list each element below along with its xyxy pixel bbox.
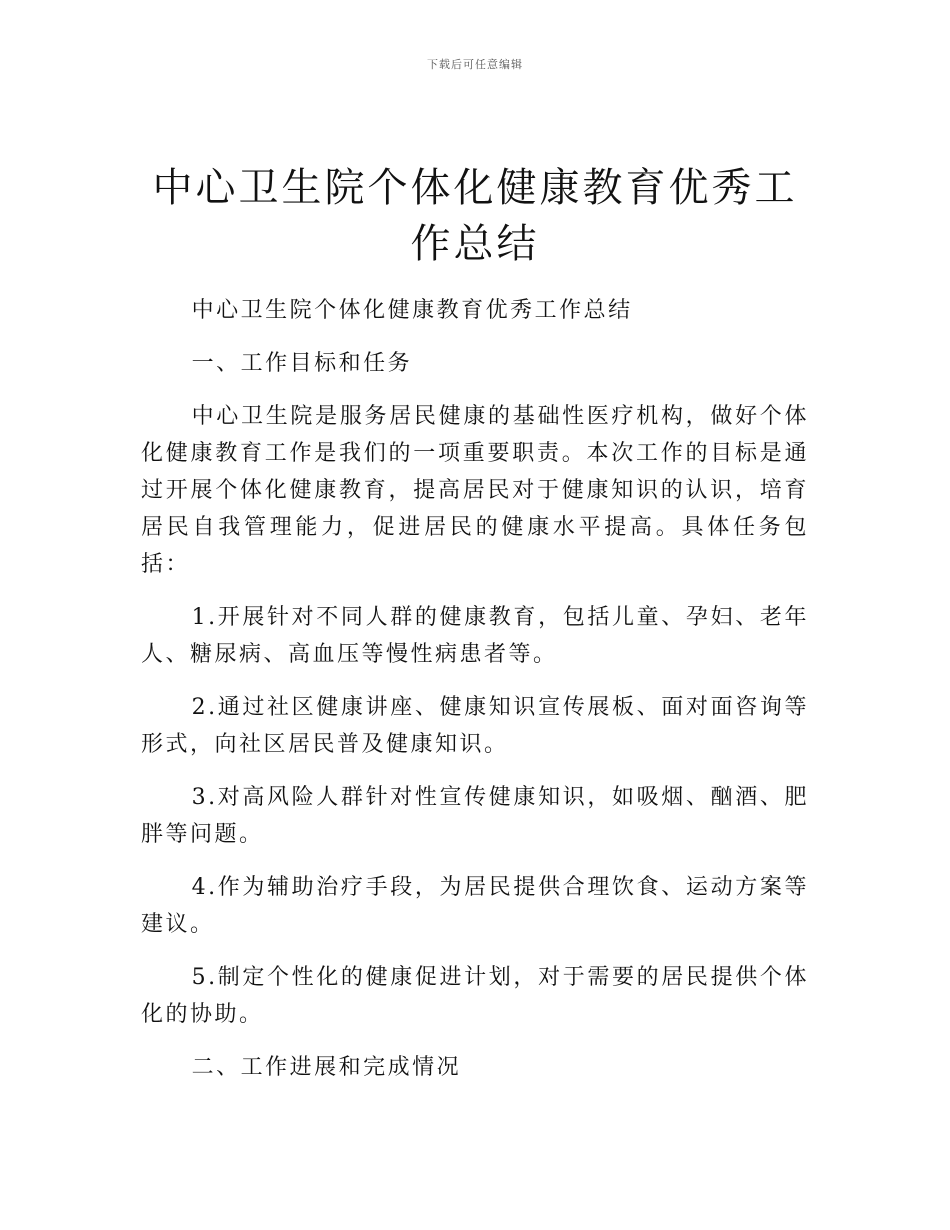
list-item-5: 5.制定个性化的健康促进计划，对于需要的居民提供个体化的协助。 [141, 965, 809, 1027]
section-heading-1: 一、工作目标和任务 [191, 351, 413, 376]
section-heading-2: 二、工作进展和完成情况 [191, 1055, 462, 1080]
list-item-4: 4.作为辅助治疗手段，为居民提供合理饮食、运动方案等建议。 [141, 875, 809, 937]
document-body [141, 292, 809, 1102]
paragraph-subtitle: 中心卫生院个体化健康教育优秀工作总结 [191, 298, 633, 323]
document-title: 中心卫生院个体化健康教育优秀工作总结 [152, 165, 798, 267]
list-item-1: 1.开展针对不同人群的健康教育，包括儿童、孕妇、老年人、糖尿病、高血压等慢性病患者等。 [141, 605, 809, 667]
list-item-2: 2.通过社区健康讲座、健康知识宣传展板、面对面咨询等形式，向社区居民普及健康知识。 [141, 695, 809, 757]
list-item-3: 3.对高风险人群针对性宣传健康知识，如吸烟、酗酒、肥胖等问题。 [141, 785, 809, 847]
paragraph-intro: 中心卫生院是服务居民健康的基础性医疗机构，做好个体化健康教育工作是我们的一项重要职责。本次工作的目标是通过开展个体化健康教育，提高居民对于健康知识的认识，培育居民自我管理能力，促进居民的健康水平提高。具体任务包括： [141, 404, 809, 577]
page-header-note: 下载后可任意编辑 [427, 58, 523, 71]
